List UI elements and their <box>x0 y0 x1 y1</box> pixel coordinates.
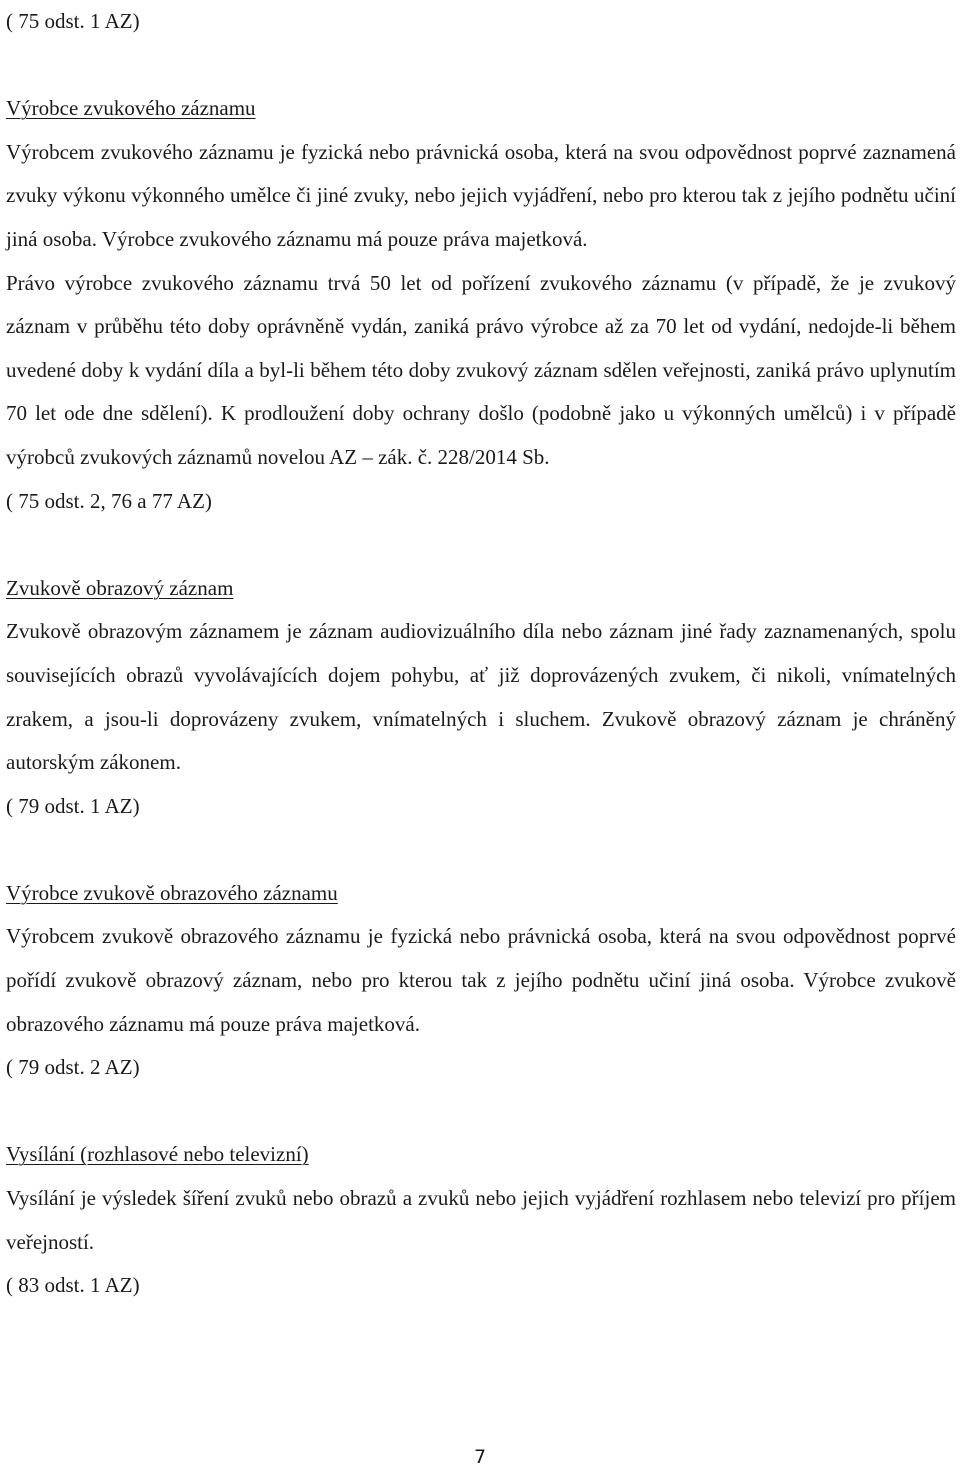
spacer <box>6 523 956 567</box>
legal-reference: ( 75 odst. 2, 76 a 77 AZ) <box>6 488 212 513</box>
paragraph-audiovisual-definition: Zvukově obrazovým záznamem je záznam audiovizuálního díla nebo záznam jiné řady zaznamenaných, spolu souvisejících obrazů vyvolávajících dojem pohybu, ať již doprovázených zvukem, či nikoli, vnímatelných zrakem, a jsou-li doprovázeny zvukem, vnímatelných i sluchem. Zvukově obrazový záznam je chráněný autorským zákonem. <box>6 619 956 775</box>
spacer <box>6 828 956 872</box>
section-heading-broadcasting: Vysílání (rozhlasové nebo televizní) <box>6 1142 309 1167</box>
paragraph-broadcasting-definition: Vysílání je výsledek šíření zvuků nebo obrazů a zvuků nebo jejich vyjádření rozhlasem nebo televizí pro příjem veřejností. <box>6 1186 956 1254</box>
paragraph-producer-audiovisual-definition: Výrobcem zvukově obrazového záznamu je fyzická nebo právnická osoba, která na svou odpovědnost poprvé pořídí zvukově obrazový záznam, nebo pro kterou tak z jejího podnětu učiní jiná osoba. Výrobce zvukově obrazového záznamu má pouze práva majetková. <box>6 924 956 1036</box>
document-page <box>6 0 956 1308</box>
paragraph-producer-definition: Výrobcem zvukového záznamu je fyzická nebo právnická osoba, která na svou odpovědnost poprvé zaznamená zvuky výkonu výkonného umělce či jiné zvuky, nebo jejich vyjádření, nebo pro kterou tak z jejího podnětu učiní jiná osoba. Výrobce zvukového záznamu má pouze práva majetková. <box>6 139 956 251</box>
paragraph-producer-rights-duration: Právo výrobce zvukového záznamu trvá 50 let od pořízení zvukového záznamu (v případě, že je zvukový záznam v průběhu této doby oprávněně vydán, zaniká právo výrobce až za 70 let od vydání, nedojde-li během uvedené doby k vydání díla a byl-li během této doby zvukový záznam sdělen veřejnosti, zaniká právo uplynutím 70 let ode dne sdělení). K prodloužení doby ochrany došlo (podobně jako u výkonných umělců) i v případě výrobců zvukových záznamů novelou AZ – zák. č. 228/2014 Sb. <box>6 270 956 469</box>
spacer <box>6 44 956 88</box>
page-number: 7 <box>473 1446 487 1468</box>
legal-reference: ( 79 odst. 1 AZ) <box>6 793 140 818</box>
section-heading-producer-audiovisual: Výrobce zvukově obrazového záznamu <box>6 880 338 905</box>
spacer <box>6 1090 956 1134</box>
section-heading-audiovisual-recording: Zvukově obrazový záznam <box>6 575 234 600</box>
legal-reference: ( 79 odst. 2 AZ) <box>6 1055 140 1080</box>
legal-reference-top: ( 75 odst. 1 AZ) <box>6 9 140 33</box>
section-heading-producer-sound-recording: Výrobce zvukového záznamu <box>6 96 256 121</box>
legal-reference: ( 83 odst. 1 AZ) <box>6 1273 140 1298</box>
